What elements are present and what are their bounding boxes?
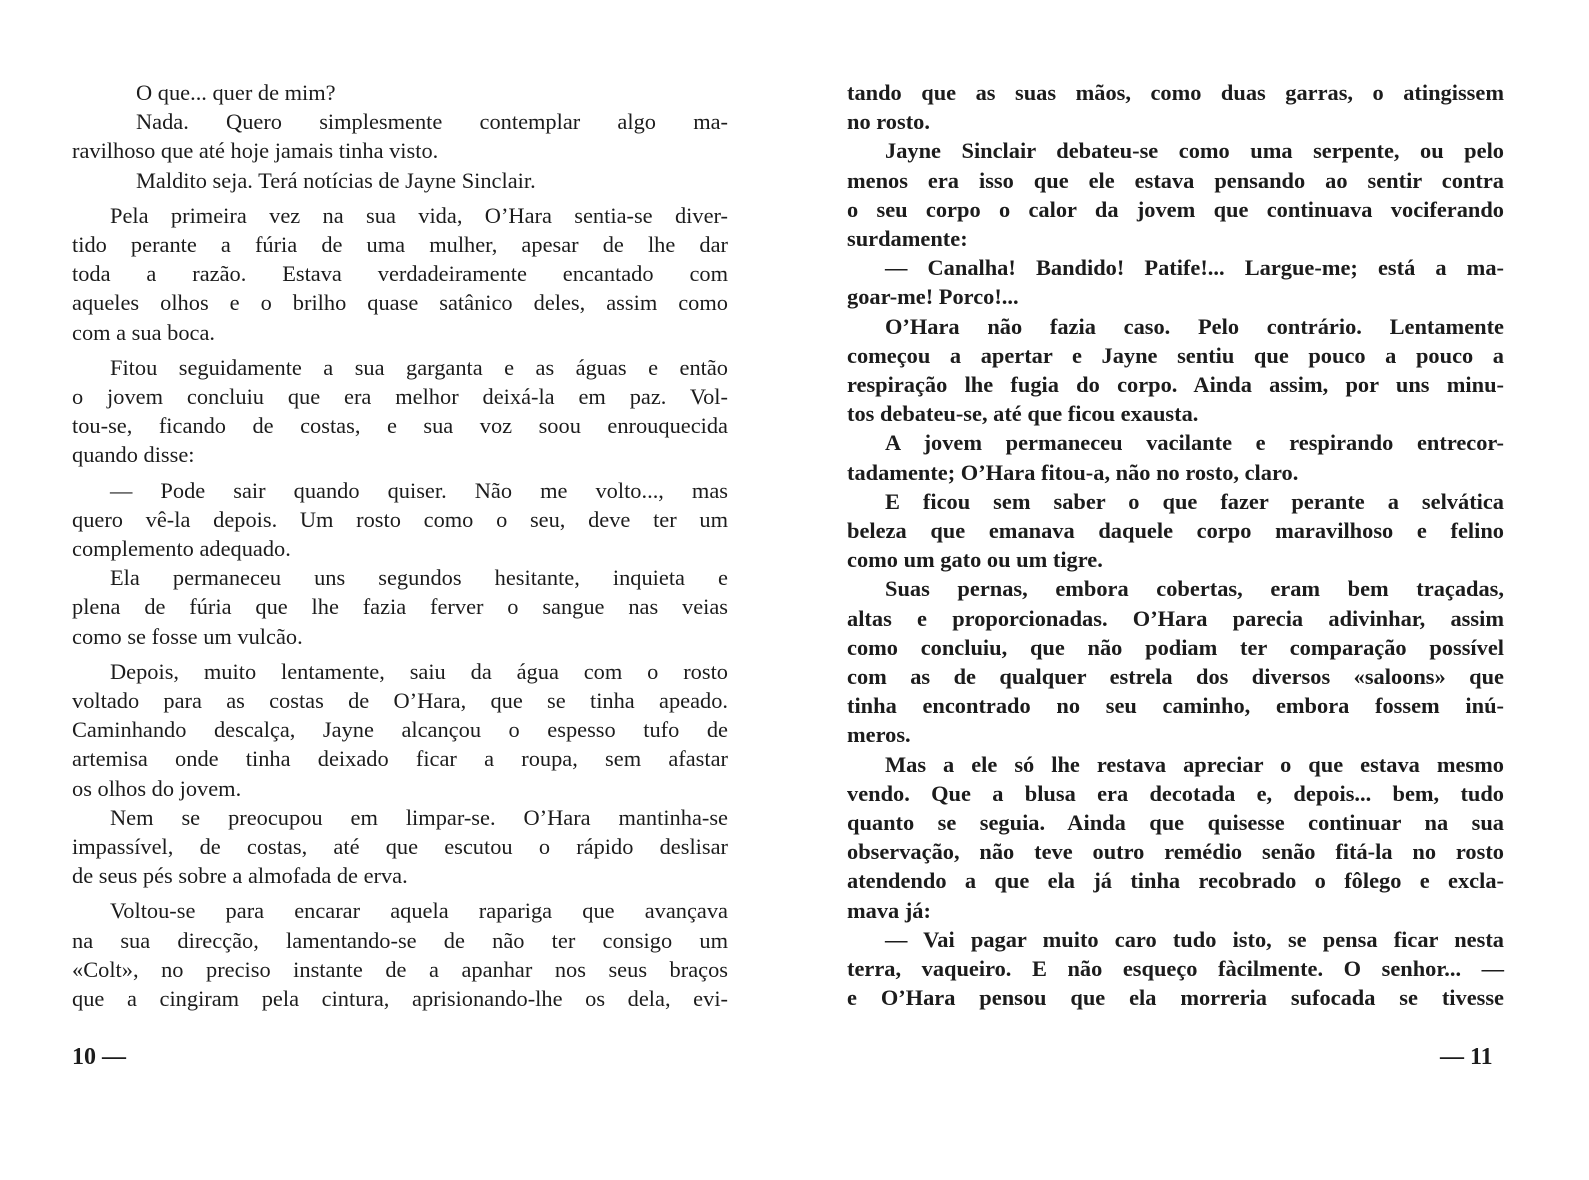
text-line: Depois, muito lentamente, saiu da água com o rosto bbox=[110, 658, 728, 684]
text-line: no rosto. bbox=[847, 109, 930, 135]
text-line: começou a apertar e Jayne sentiu que pouco a pouco a bbox=[847, 342, 1504, 368]
text-line: — Pode sair quando quiser. Não me volto..., mas bbox=[110, 477, 728, 503]
text-line: Pela primeira vez na sua vida, O’Hara sentia-se diver- bbox=[110, 202, 728, 228]
text-line: Caminhando descalça, Jayne alcançou o espesso tufo de bbox=[72, 717, 728, 743]
text-line: como um gato ou um tigre. bbox=[847, 547, 1103, 573]
text-line: respiração lhe fugia do corpo. Ainda assim, por uns minu- bbox=[847, 372, 1504, 398]
text-line: — Vai pagar muito caro tudo isto, se pensa ficar nesta bbox=[885, 926, 1504, 952]
text-line: aqueles olhos e o brilho quase satânico deles, assim como bbox=[72, 290, 728, 316]
text-line: Fitou seguidamente a sua garganta e as águas e então bbox=[110, 354, 728, 380]
text-line: O que... quer de mim? bbox=[136, 80, 336, 105]
page-number-right: — 11 bbox=[1440, 1044, 1493, 1070]
text-line: O’Hara não fazia caso. Pelo contrário. Lentamente bbox=[885, 313, 1504, 339]
text-line: A jovem permaneceu vacilante e respirando entrecor- bbox=[885, 430, 1504, 456]
text-line: impassível, de costas, até que escutou o rápido deslisar bbox=[72, 834, 728, 860]
text-line: como concluiu, que não podiam ter comparação possível bbox=[847, 634, 1504, 660]
text-line: menos era isso que ele estava pensando ao sentir contra bbox=[847, 167, 1504, 193]
text-line: que a cingiram pela cintura, aprisionando-lhe os dela, evi- bbox=[72, 986, 728, 1012]
text-line: goar-me! Porco!... bbox=[847, 284, 1019, 310]
page-number-left: 10 — bbox=[72, 1044, 126, 1070]
text-line: com a sua boca. bbox=[72, 319, 215, 345]
text-line: ravilhoso que até hoje jamais tinha visto. bbox=[72, 138, 439, 164]
text-line: plena de fúria que lhe fazia ferver o sangue nas veias bbox=[72, 594, 728, 620]
text-line: tinha encontrado no seu caminho, embora fossem inú- bbox=[847, 693, 1504, 719]
text-line: voltado para as costas de O’Hara, que se tinha apeado. bbox=[72, 688, 728, 714]
text-line: tando que as suas mãos, como duas garras, o atingissem bbox=[847, 80, 1504, 105]
text-line: Ela permaneceu uns segundos hesitante, inquieta e bbox=[110, 565, 728, 591]
text-line: quando disse: bbox=[72, 442, 195, 468]
text-line: toda a razão. Estava verdadeiramente encantado com bbox=[72, 261, 728, 287]
left-page-text bbox=[72, 78, 728, 1013]
text-line: os olhos do jovem. bbox=[72, 775, 242, 801]
text-line: Mas a ele só lhe restava apreciar o que estava mesmo bbox=[885, 751, 1504, 777]
text-line: e O’Hara pensou que ela morreria sufocada se tivesse bbox=[847, 985, 1504, 1011]
text-line: tou-se, ficando de costas, e sua voz soou enrouquecida bbox=[72, 413, 728, 439]
text-line: — Canalha! Bandido! Patife!... Largue-me; está a ma- bbox=[885, 255, 1504, 281]
text-line: mava já: bbox=[847, 897, 931, 923]
text-line: Nem se preocupou em limpar-se. O’Hara mantinha-se bbox=[110, 804, 728, 830]
right-page-text bbox=[847, 78, 1504, 1013]
text-line: o jovem concluiu que era melhor deixá-la em paz. Vol- bbox=[72, 384, 728, 410]
text-line: com as de qualquer estrela dos diversos «saloons» que bbox=[847, 664, 1504, 690]
text-line: tido perante a fúria de uma mulher, apesar de lhe dar bbox=[72, 232, 728, 258]
text-line: o seu corpo o calor da jovem que continuava vociferando bbox=[847, 196, 1504, 222]
text-line: beleza que emanava daquele corpo maravilhoso e felino bbox=[847, 518, 1504, 544]
text-line: atendendo a que ela já tinha recobrado o fôlego e excla- bbox=[847, 868, 1504, 894]
text-line: altas e proporcionadas. O’Hara parecia adivinhar, assim bbox=[847, 605, 1504, 631]
text-line: artemisa onde tinha deixado ficar a roupa, sem afastar bbox=[72, 746, 728, 772]
text-line: tadamente; O’Hara fitou-a, não no rosto, claro. bbox=[847, 459, 1299, 485]
text-line: complemento adequado. bbox=[72, 536, 291, 562]
text-line: meros. bbox=[847, 722, 911, 748]
text-line: Jayne Sinclair debateu-se como uma serpente, ou pelo bbox=[885, 138, 1504, 164]
text-line: na sua direcção, lamentando-se de não ter consigo um bbox=[72, 927, 728, 953]
text-line: Voltou-se para encarar aquela rapariga que avançava bbox=[110, 898, 728, 924]
text-line: quero vê-la depois. Um rosto como o seu, deve ter um bbox=[72, 506, 728, 532]
text-line: Maldito seja. Terá notícias de Jayne Sinclair. bbox=[136, 167, 536, 193]
text-line: Suas pernas, embora cobertas, eram bem traçadas, bbox=[885, 576, 1504, 602]
text-line: «Colt», no preciso instante de a apanhar nos seus braços bbox=[72, 956, 728, 982]
text-line: E ficou sem saber o que fazer perante a selvática bbox=[885, 488, 1504, 514]
text-line: de seus pés sobre a almofada de erva. bbox=[72, 863, 408, 889]
text-line: observação, não teve outro remédio senão fitá-la no rosto bbox=[847, 839, 1504, 865]
text-line: tos debateu-se, até que ficou exausta. bbox=[847, 401, 1199, 427]
text-line: vendo. Que a blusa era decotada e, depois... bem, tudo bbox=[847, 780, 1504, 806]
text-line: quanto se seguia. Ainda que quisesse continuar na sua bbox=[847, 810, 1504, 836]
text-line: terra, vaqueiro. E não esqueço fàcilmente. O senhor... — bbox=[847, 956, 1504, 982]
text-line: surdamente: bbox=[847, 226, 968, 252]
text-line: como se fosse um vulcão. bbox=[72, 623, 303, 649]
text-line: Nada. Quero simplesmente contemplar algo ma- bbox=[136, 109, 728, 135]
